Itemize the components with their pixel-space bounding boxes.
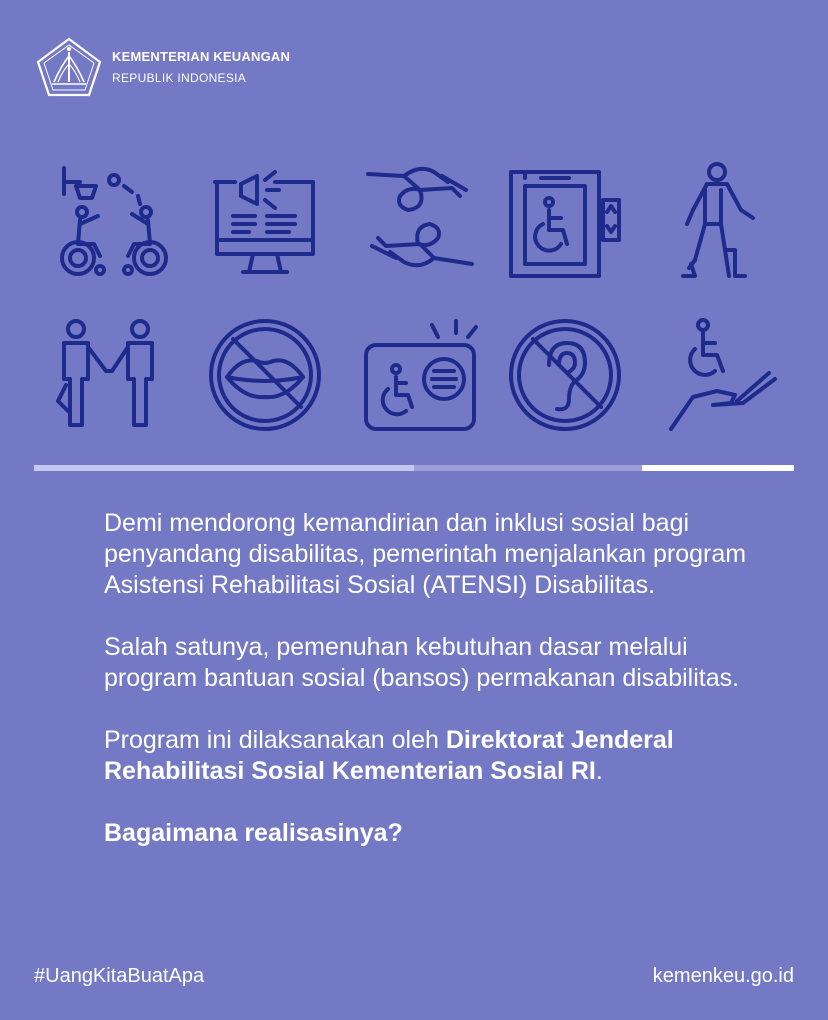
wheelchair-basketball-icon — [50, 160, 170, 280]
kemenkeu-logo-icon — [34, 36, 104, 98]
progress-segment-1 — [34, 465, 414, 471]
progress-indicator — [34, 465, 794, 471]
paragraph-2: Salah satunya, pemenuhan kebutuhan dasar melalui program bantuan sosial (bansos) permakanan disabilitas. — [104, 633, 740, 692]
paragraph-3 — [104, 725, 764, 787]
accessible-elevator-icon — [505, 160, 625, 280]
paragraph-3-suffix: . — [595, 757, 603, 785]
prosthetic-leg-person-icon — [665, 160, 785, 280]
deaf-icon — [505, 315, 625, 435]
accessible-radio-icon — [360, 315, 480, 435]
no-speech-icon — [205, 315, 325, 435]
paragraph-3-prefix: Program ini dilaksanakan oleh — [104, 726, 446, 754]
paragraph-3-highlight: Direktorat Jenderal Rehabilitasi Sosial Kementerian Sosial RI — [104, 726, 674, 785]
progress-segment-2 — [414, 465, 642, 471]
progress-segment-3 — [642, 465, 794, 471]
computer-speaker-accessibility-icon — [205, 160, 325, 280]
icon-grid — [40, 160, 800, 440]
hand-support-wheelchair-icon — [665, 315, 785, 435]
website-link[interactable]: kemenkeu.go.id — [652, 965, 794, 987]
header — [34, 36, 290, 98]
hashtag: #UangKitaBuatApa — [34, 965, 205, 987]
closing-question: Bagaimana realisasinya? — [104, 819, 403, 847]
org-subtitle: REPUBLIK INDONESIA — [112, 71, 247, 85]
sign-language-icon — [360, 160, 480, 280]
main-content — [104, 508, 764, 880]
paragraph-1: Demi mendorong kemandirian dan inklusi sosial bagi penyandang disabilitas, pemerintah menjalankan program Asistensi Rehabilitasi Sosial (ATENSI) Disabilitas. — [104, 509, 747, 599]
org-name: KEMENTERIAN KEUANGAN — [112, 49, 291, 64]
guide-companion-icon — [50, 315, 170, 435]
